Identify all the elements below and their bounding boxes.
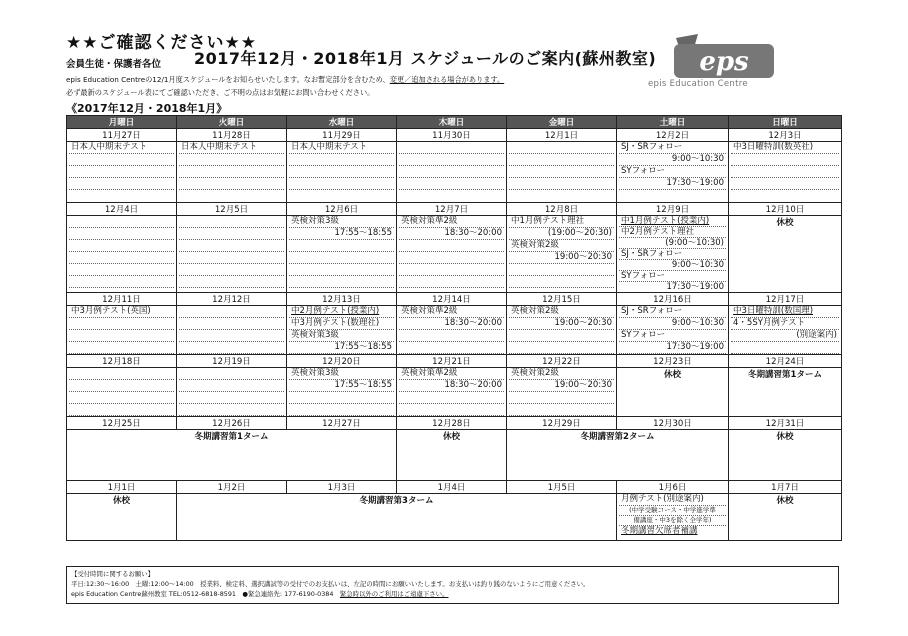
footer-title: 【受付時間に関するお願い】: [71, 570, 155, 578]
date-cell: 1月7日: [729, 481, 842, 494]
event-cell: [397, 368, 507, 417]
event-line: SJ・SRフォロー: [619, 142, 726, 154]
event-cell: [729, 306, 842, 355]
date-cell: 12月16日: [617, 293, 729, 306]
notice-line-1: [66, 75, 504, 85]
event-time: (19:00～20:30): [509, 228, 614, 240]
date-cell: 12月12日: [177, 293, 287, 306]
date-cell: 12月31日: [729, 417, 842, 430]
event-line: SJ・SRフォロー: [619, 306, 726, 318]
event-line: 英検対策2級: [509, 240, 614, 252]
event-line: 月例テスト(別途案内): [619, 494, 726, 506]
event-time: 9:00～10:30: [619, 154, 726, 166]
event-time: 19:00～20:30: [509, 318, 614, 330]
event-time: 17:55～18:55: [289, 380, 394, 392]
date-cell: 12月2日: [617, 129, 729, 142]
weekday-header: 金曜日: [507, 116, 617, 129]
event-time: 17:55～18:55: [289, 342, 394, 354]
event-row: [67, 494, 842, 541]
event-cell: [729, 494, 842, 541]
event-line: 英検対策3級: [289, 216, 394, 228]
event-cell: [67, 368, 177, 417]
event-row: [67, 306, 842, 355]
event-line: 中2月例テスト理社: [619, 227, 726, 238]
date-cell: 12月10日: [729, 203, 842, 216]
date-cell: 12月11日: [67, 293, 177, 306]
event-line: 英検対策準2級: [399, 368, 504, 380]
date-cell: 12月8日: [507, 203, 617, 216]
date-cell: 12月29日: [507, 417, 617, 430]
event-line: 日本人中期末テスト: [69, 142, 174, 154]
event-cell: [507, 216, 617, 293]
date-row: [67, 203, 842, 216]
event-cell: [67, 142, 177, 203]
date-cell: 12月23日: [617, 355, 729, 368]
logo-mark-text: eps: [699, 47, 749, 77]
winter-course-label: 冬期講習第1ターム: [194, 432, 269, 442]
schedule-table: [66, 115, 842, 541]
event-line: 中1月例テスト理社: [509, 216, 614, 228]
event-line: (中学受験コース・中学進学準: [619, 506, 726, 516]
date-cell: 12月22日: [507, 355, 617, 368]
date-cell: 1月6日: [617, 481, 729, 494]
date-cell: 12月1日: [507, 129, 617, 142]
date-row: [67, 355, 842, 368]
date-cell: 12月28日: [397, 417, 507, 430]
event-cell: [67, 430, 397, 481]
notice-underlined: 変更／追加される場合があります。: [389, 75, 505, 84]
date-cell: 12月18日: [67, 355, 177, 368]
event-line: SJ・SRフォロー: [619, 249, 726, 260]
event-time: 17:30～19:00: [619, 342, 726, 354]
date-cell: 11月29日: [287, 129, 397, 142]
event-row: [67, 368, 842, 417]
weekday-header-row: [67, 116, 842, 129]
notice-line-2: 必ず最新のスケジュール表にてご確認いただき、ご不明の点はお気軽にお問い合わせください。: [66, 88, 375, 97]
weekday-header: 月曜日: [67, 116, 177, 129]
footer-contact-text: epis Education Centre蘇州教室 TEL:0512-6818-8591 ●緊急連絡先: 177-6190-0384: [71, 590, 340, 598]
closed-label: 休校: [776, 218, 794, 228]
date-cell: 12月5日: [177, 203, 287, 216]
event-line: 英検対策2級: [509, 306, 614, 318]
event-time: 17:30～19:00: [666, 282, 724, 292]
date-cell: 12月26日: [177, 417, 287, 430]
logo-caption: epis Education Centre: [648, 79, 748, 89]
date-cell: 12月25日: [67, 417, 177, 430]
date-row: [67, 481, 842, 494]
date-cell: 12月9日: [617, 203, 729, 216]
weekday-header: 日曜日: [729, 116, 842, 129]
event-line: 日本人中期末テスト: [289, 142, 394, 154]
event-cell: [507, 306, 617, 355]
event-time: 9:00～10:30: [619, 318, 726, 330]
closed-label: 休校: [663, 370, 681, 380]
winter-course-label: 冬期講習第1ターム: [748, 370, 822, 380]
date-row: [67, 293, 842, 306]
date-row: [67, 129, 842, 142]
event-time: 17:55～18:55: [289, 228, 394, 240]
closed-label: 休校: [442, 432, 460, 442]
event-cell: [617, 142, 729, 203]
event-cell: [397, 306, 507, 355]
date-cell: 12月21日: [397, 355, 507, 368]
event-cell: [287, 142, 397, 203]
event-time: 19:00～20:30: [509, 380, 614, 392]
event-line: 中3月例テスト(英国): [69, 306, 174, 318]
event-cell: [67, 306, 177, 355]
event-cell: [177, 368, 287, 417]
date-cell: 12月6日: [287, 203, 397, 216]
event-line: 中1月例テスト(授業内): [619, 216, 726, 227]
footer-emergency-note: 緊急時以外のご利用はご遠慮下さい。: [339, 590, 449, 598]
event-cell: [617, 368, 729, 417]
event-line: 冬期講習欠席者補講: [621, 526, 698, 536]
date-cell: 1月4日: [397, 481, 507, 494]
event-time: 18:30～20:00: [399, 380, 504, 392]
closed-label: 休校: [112, 496, 130, 506]
event-time: 9:00～10:30: [619, 260, 726, 271]
event-cell: [729, 368, 842, 417]
event-cell: [177, 306, 287, 355]
event-line: 英検対策3級: [289, 368, 394, 380]
date-cell: 12月7日: [397, 203, 507, 216]
event-line: 英検対策準2級: [399, 306, 504, 318]
date-cell: 12月17日: [729, 293, 842, 306]
notice-text: epis Education Centreの12/1月度スケジュールをお知らせいたします。なお暫定部分を含むため、: [66, 75, 390, 84]
date-cell: 12月4日: [67, 203, 177, 216]
event-line: SYフォロー: [619, 330, 726, 342]
date-cell: 12月20日: [287, 355, 397, 368]
event-line: 英検対策2級: [509, 368, 614, 380]
event-cell: [287, 306, 397, 355]
event-cell: [729, 142, 842, 203]
date-cell: 12月19日: [177, 355, 287, 368]
footer-notice: [66, 566, 839, 604]
date-cell: 12月30日: [617, 417, 729, 430]
date-cell: 1月3日: [287, 481, 397, 494]
event-cell: [617, 216, 729, 293]
closed-label: 休校: [776, 496, 794, 506]
event-cell: [177, 216, 287, 293]
footer-contact: [71, 589, 834, 599]
event-cell: [729, 216, 842, 293]
event-cell: [729, 430, 842, 481]
event-cell: [177, 142, 287, 203]
event-line: 英検対策3級: [289, 330, 394, 342]
date-cell: 1月5日: [507, 481, 617, 494]
date-cell: 11月30日: [397, 129, 507, 142]
event-row: [67, 216, 842, 293]
event-line: 中2月例テスト(授業内): [289, 306, 394, 318]
event-line: 日本人中期末テスト: [179, 142, 284, 154]
event-line: 中3月例テスト(数理社): [289, 318, 394, 330]
event-cell: [67, 494, 177, 541]
winter-course-label: 冬期講習第2ターム: [580, 432, 655, 442]
page-title: 2017年12月・2018年1月 スケジュールのご案内(蘇州教室): [194, 49, 657, 68]
event-cell: [617, 306, 729, 355]
event-row: [67, 430, 842, 481]
date-cell: 12月13日: [287, 293, 397, 306]
date-cell: 1月2日: [177, 481, 287, 494]
event-line: (別途案内): [731, 330, 839, 342]
event-row: [67, 142, 842, 203]
event-cell: [397, 216, 507, 293]
winter-course-label: 冬期講習第3ターム: [359, 496, 434, 506]
footer-hours: 平日:12:30～16:00 土曜:12:00～14:00 授業料、検定料、選択講試等の受付でのお支払いは、左記の時間にお願いいたします。お支払いは釣り銭のないようにご用意ください。: [71, 580, 590, 588]
date-cell: 12月27日: [287, 417, 397, 430]
event-line: SYフォロー: [619, 271, 726, 282]
date-row: [67, 417, 842, 430]
event-time: 19:00～20:30: [509, 252, 614, 264]
date-cell: 11月28日: [177, 129, 287, 142]
event-time: 17:30～19:00: [619, 178, 726, 190]
event-cell: [177, 494, 617, 541]
date-cell: 12月24日: [729, 355, 842, 368]
event-time: 18:30～20:00: [399, 228, 504, 240]
event-cell: [507, 142, 617, 203]
date-cell: 12月3日: [729, 129, 842, 142]
event-cell: [617, 494, 729, 541]
event-cell: [67, 216, 177, 293]
heading: ★★ご確認ください★★: [66, 33, 257, 53]
weekday-header: 木曜日: [397, 116, 507, 129]
event-cell: [287, 216, 397, 293]
event-cell: [287, 368, 397, 417]
weekday-header: 土曜日: [617, 116, 729, 129]
event-time: 18:30～20:00: [399, 318, 504, 330]
event-line: 中3日曜特訓(数英社): [731, 142, 839, 154]
event-line: 英検対策準2級: [399, 216, 504, 228]
event-cell: [397, 142, 507, 203]
date-cell: 11月27日: [67, 129, 177, 142]
event-line: 備講座・中3を除く全学年): [619, 516, 726, 526]
period-label: 《2017年12月・2018年1月》: [66, 102, 228, 115]
audience-label: 会員生徒・保護者各位: [66, 59, 162, 70]
event-line: 中3日曜特訓(数国理): [731, 306, 839, 318]
event-line: SYフォロー: [619, 166, 726, 178]
event-cell: [507, 430, 729, 481]
event-cell: [507, 368, 617, 417]
event-line: 4・5SY月例テスト: [731, 318, 839, 330]
weekday-header: 火曜日: [177, 116, 287, 129]
date-cell: 12月14日: [397, 293, 507, 306]
date-cell: 1月1日: [67, 481, 177, 494]
event-cell: [397, 430, 507, 481]
date-cell: 12月15日: [507, 293, 617, 306]
closed-label: 休校: [776, 432, 794, 442]
event-time: (9:00～10:30): [619, 238, 726, 249]
weekday-header: 水曜日: [287, 116, 397, 129]
